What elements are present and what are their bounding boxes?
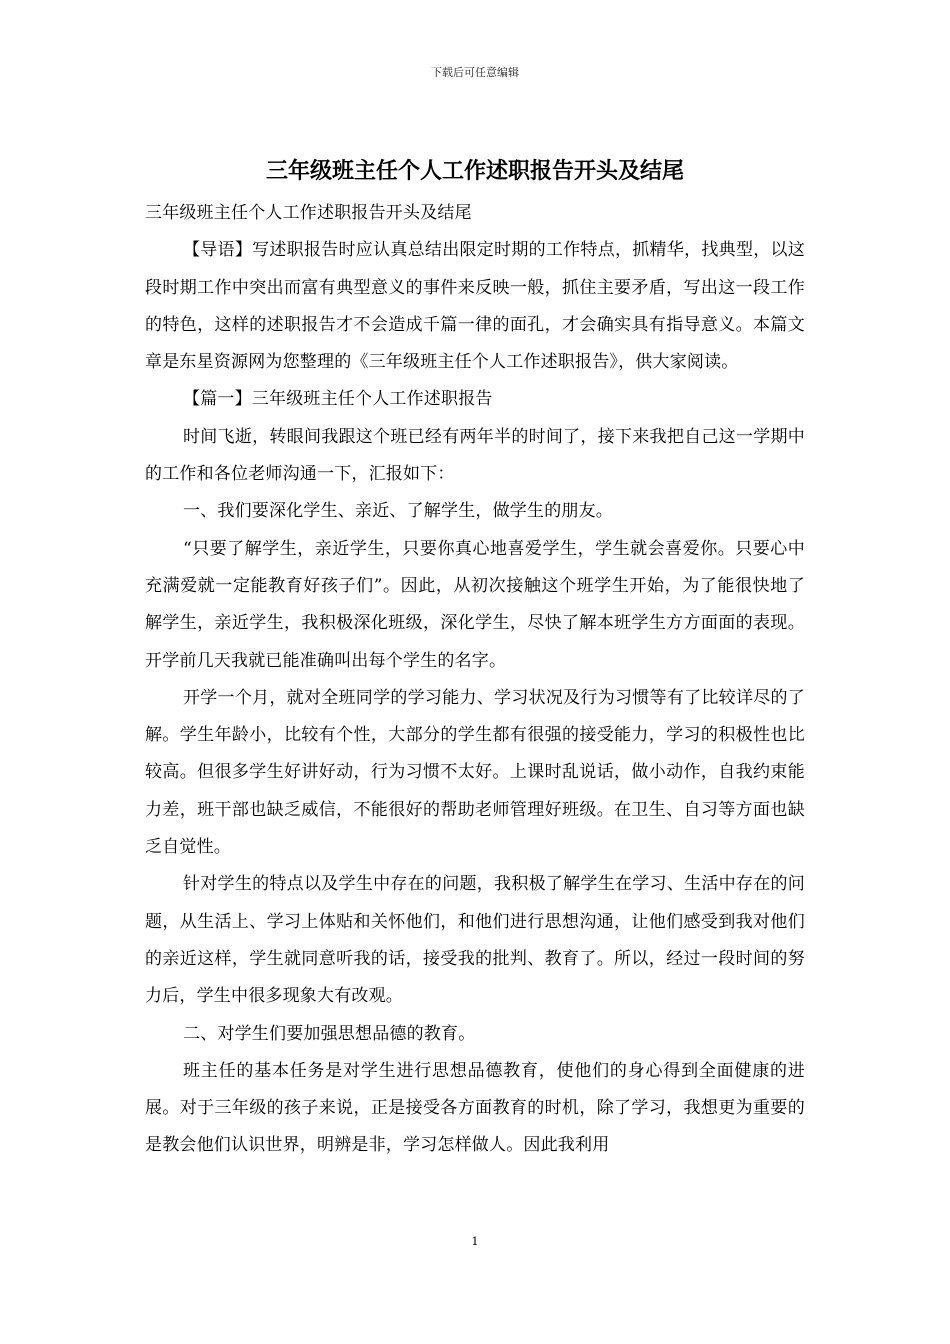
page-number: 1 <box>471 1235 479 1248</box>
body-paragraph: 班主任的基本任务是对学生进行思想品德教育，使他们的身心得到全面健康的进展。对于三年级的孩子来说，正是接受各方面教育的时机，除了学习，我想更为重要的是教会他们认识世界，明辨是非，学习怎样做人。因此我利用 <box>145 1060 805 1156</box>
intro-paragraph: 【导语】写述职报告时应认真总结出限定时期的工作特点，抓精华，找典型，以这段时期工作中突出而富有典型意义的事件来反映一般，抓住主要矛盾，写出这一段工作的特色，这样的述职报告才不会造成千篇一律的面孔，才会确实具有指导意义。本篇文章是东星资源网为您整理的《三年级班主任个人工作述职报告》，供大家阅读。 <box>145 240 805 373</box>
point-heading-2: 二、对学生们要加强思想品德的教育。 <box>183 1023 476 1044</box>
document-body <box>145 195 805 1165</box>
page-header-note: 下载后可任意编辑 <box>431 66 519 79</box>
body-paragraph: 针对学生的特点以及学生中存在的问题，我积极了解学生在学习、生活中存在的问题，从生活上、学习上体贴和关怀他们，和他们进行思想沟通，让他们感受到我对他们的亲近这样，学生就同意听我的话，接受我的批判、教育了。所以，经过一段时间的努力后，学生中很多现象大有改观。 <box>145 874 805 1007</box>
body-paragraph: “只要了解学生，亲近学生，只要你真心地喜爱学生，学生就会喜爱你。只要心中充满爱就一定能教育好孩子们”。因此，从初次接触这个班学生开始，为了能很快地了解学生，亲近学生，我积极深化班级，深化学生，尽快了解本班学生方方面面的表现。开学前几天我就已能准确叫出每个学生的名字。 <box>145 538 805 671</box>
body-paragraph: 时间飞逝，转眼间我跟这个班已经有两年半的时间了，接下来我把自己这一学期中的工作和各位老师沟通一下，汇报如下： <box>145 426 805 485</box>
subtitle-paragraph: 三年级班主任个人工作述职报告开头及结尾 <box>145 203 472 223</box>
section-heading: 【篇一】三年级班主任个人工作述职报告 <box>183 389 493 410</box>
body-paragraph: 开学一个月，就对全班同学的学习能力、学习状况及行为习惯等有了比较详尽的了解。学生年龄小，比较有个性，大部分的学生都有很强的接受能力，学习的积极性也比较高。但很多学生好讲好动，行为习惯不太好。上课时乱说话，做小动作，自我约束能力差，班干部也缺乏威信，不能很好的帮助老师管理好班级。在卫生、自习等方面也缺乏自觉性。 <box>145 687 805 858</box>
document-title: 三年级班主任个人工作述职报告开头及结尾 <box>265 158 684 184</box>
point-heading-1: 一、我们要深化学生、亲近、了解学生，做学生的朋友。 <box>183 501 613 522</box>
